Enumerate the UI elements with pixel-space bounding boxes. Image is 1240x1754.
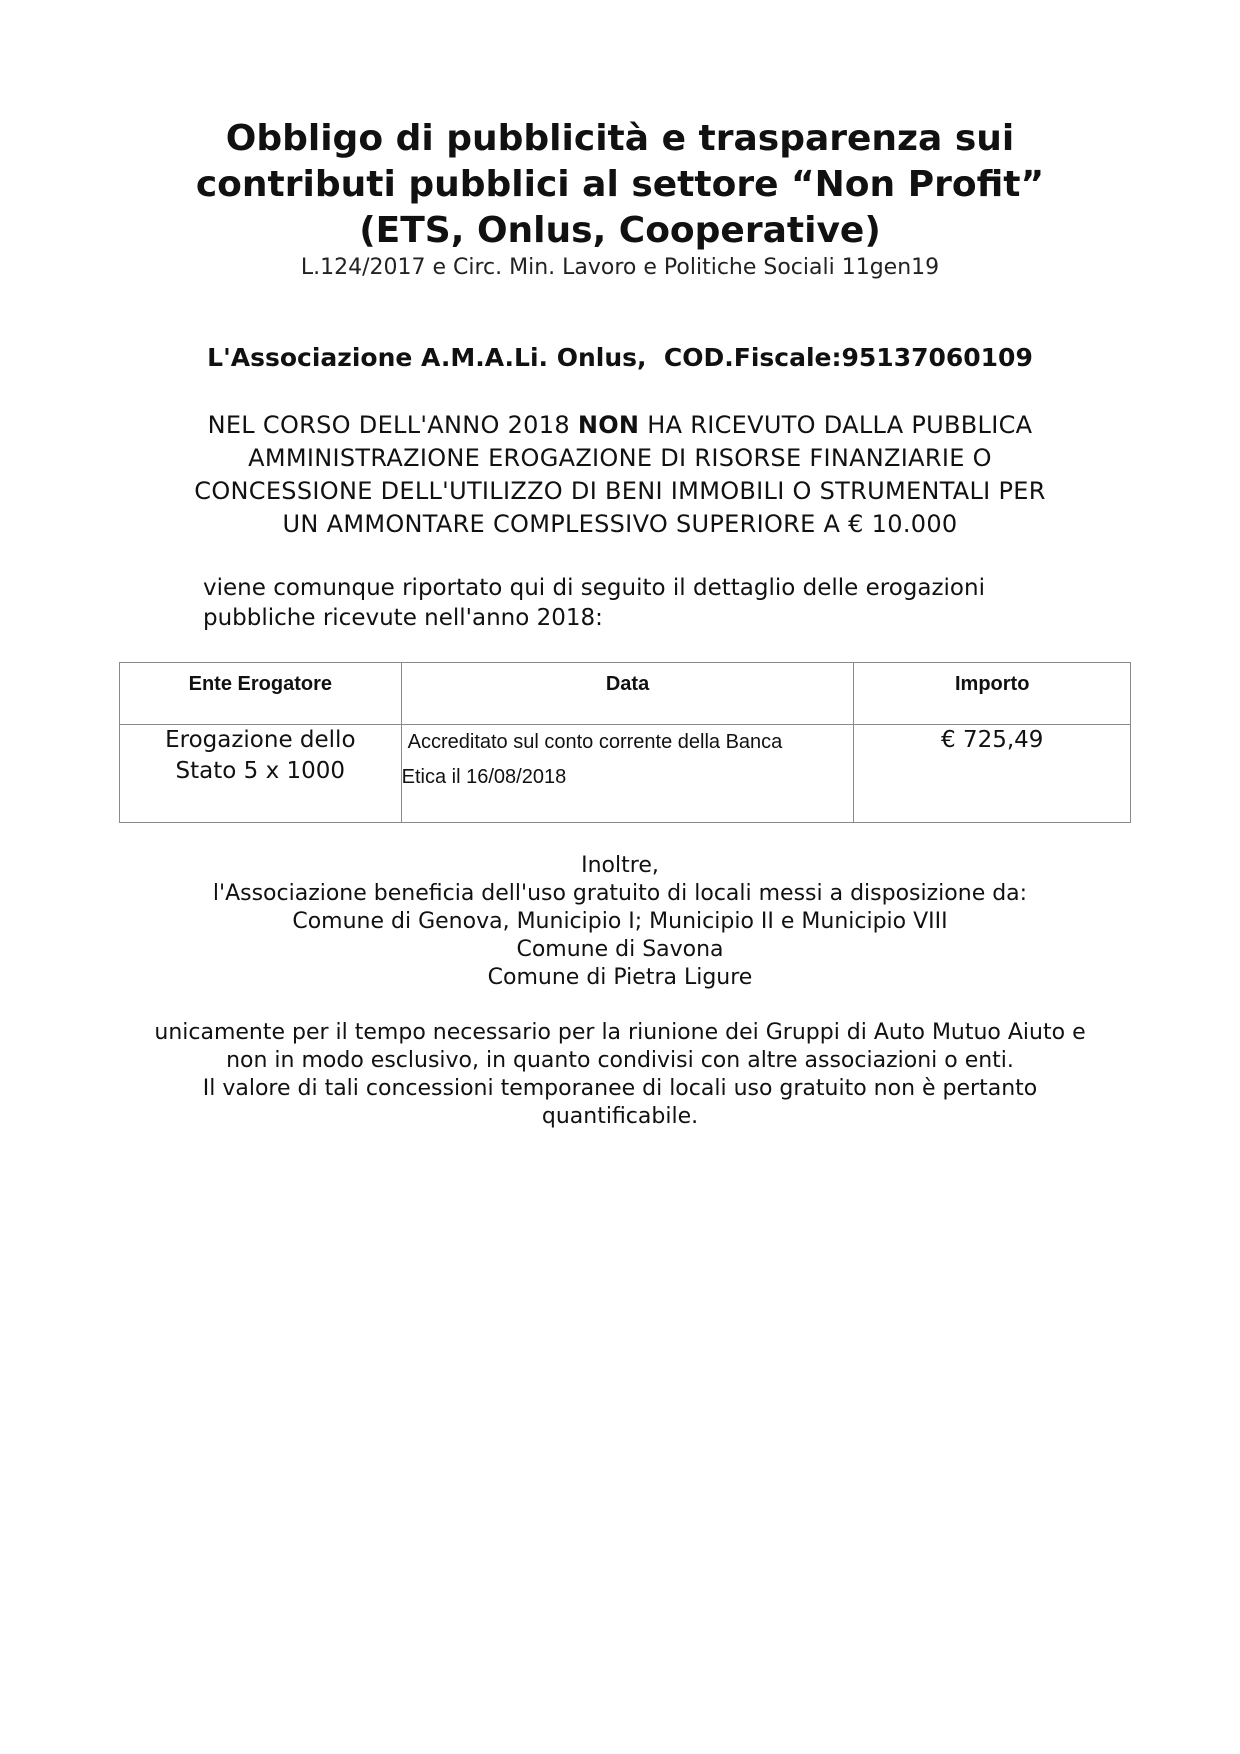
closing-line: Il valore di tali concessioni temporanee di locali uso gratuito non è pertanto: [202, 1076, 1038, 1101]
title-line: Obbligo di pubblicità e trasparenza sui: [225, 118, 1015, 159]
contributions-table: [119, 662, 1131, 823]
benefits-line: Inoltre,: [581, 853, 659, 878]
document-title: [150, 116, 1090, 254]
column-header-data: Data: [401, 663, 854, 725]
closing-line: quantificabile.: [541, 1104, 699, 1129]
statement-line: UN AMMONTARE COMPLESSIVO SUPERIORE A € 10.000: [282, 510, 958, 538]
detail-intro: [203, 573, 1083, 633]
additional-benefits: [100, 852, 1140, 992]
cell-line: Stato 5 x 1000: [175, 758, 346, 784]
statement-emphasis: NON: [577, 411, 640, 439]
benefits-line: Comune di Pietra Ligure: [487, 965, 753, 990]
closing-line: unicamente per il tempo necessario per la riunione dei Gruppi di Auto Mutuo Aiuto e: [154, 1020, 1086, 1045]
declaration-statement: [100, 409, 1140, 541]
closing-paragraph: [100, 1019, 1140, 1131]
cell-importo: € 725,49: [854, 725, 1131, 823]
table-header-row: [120, 663, 1131, 725]
detail-intro-line: pubbliche ricevute nell'anno 2018:: [203, 605, 603, 631]
benefits-line: l'Associazione beneficia dell'uso gratuito di locali messi a disposizione da:: [212, 881, 1028, 906]
cell-line: Accreditato sul conto corrente della Banca: [407, 731, 783, 753]
legal-reference: L.124/2017 e Circ. Min. Lavoro e Politiche Sociali 11gen19: [300, 255, 940, 280]
association-identification: L'Associazione A.M.A.Li. Onlus, COD.Fiscale:95137060109: [207, 343, 1033, 372]
statement-line: CONCESSIONE DELL'UTILIZZO DI BENI IMMOBILI O STRUMENTALI PER: [194, 477, 1046, 505]
cell-data: [401, 725, 854, 823]
detail-intro-line: viene comunque riportato qui di seguito il dettaglio delle erogazioni: [203, 575, 985, 601]
benefits-line: Comune di Genova, Municipio I; Municipio II e Municipio VIII: [292, 909, 948, 934]
closing-line: non in modo esclusivo, in quanto condivisi con altre associazioni o enti.: [226, 1048, 1014, 1073]
benefits-line: Comune di Savona: [516, 937, 724, 962]
column-header-importo: Importo: [854, 663, 1131, 725]
statement-text: NEL CORSO DELL'ANNO 2018: [207, 411, 578, 439]
title-line: contributi pubblici al settore “Non Profit”: [195, 164, 1045, 205]
table-row: [120, 725, 1131, 823]
cell-ente-erogatore: [120, 725, 402, 823]
cell-line: Erogazione dello: [165, 727, 356, 753]
column-header-ente: Ente Erogatore: [120, 663, 402, 725]
statement-line: [100, 409, 1140, 442]
cell-line: Etica il 16/08/2018: [401, 766, 567, 788]
title-line: (ETS, Onlus, Cooperative): [359, 210, 881, 251]
statement-text: HA RICEVUTO DALLA PUBBLICA: [639, 411, 1033, 439]
statement-line: AMMINISTRAZIONE EROGAZIONE DI RISORSE FINANZIARIE O: [248, 444, 992, 472]
